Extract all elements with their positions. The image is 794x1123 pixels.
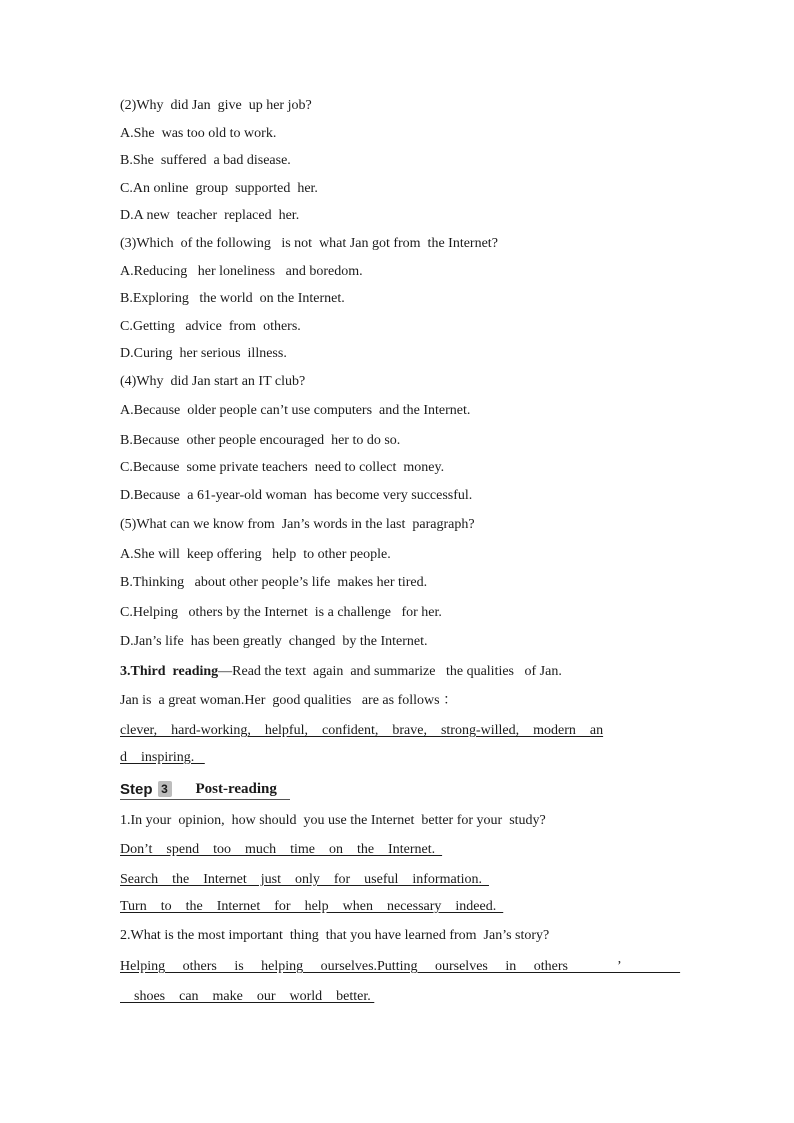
question-2-option-a: A.She was too old to work.: [120, 126, 277, 141]
post-reading-answer-2-line-1: Helping others is helping ourselves.Putting ourselves in others ’: [120, 959, 681, 974]
question-3-option-d: D.Curing her serious illness.: [120, 346, 287, 361]
post-reading-question-1: 1.In your opinion, how should you use the Internet better for your study?: [120, 813, 546, 828]
question-4-stem: (4)Why did Jan start an IT club?: [120, 374, 306, 389]
third-reading-answer-line-2: d inspiring.: [120, 750, 205, 765]
third-reading-heading: [120, 663, 562, 681]
question-4-option-c: C.Because some private teachers need to collect money.: [120, 460, 445, 475]
question-3-option-c: C.Getting advice from others.: [120, 319, 301, 334]
step-label: Step: [120, 780, 153, 798]
question-5-option-a: A.She will keep offering help to other people.: [120, 547, 391, 562]
post-reading-answer-2-line-2: shoes can make our world better.: [120, 989, 375, 1004]
question-3-option-b: B.Exploring the world on the Internet.: [120, 291, 345, 306]
question-2-option-b: B.She suffered a bad disease.: [120, 153, 291, 168]
question-5-option-b: B.Thinking about other people’s life makes her tired.: [120, 575, 428, 590]
post-reading-answer-1-line-3: Turn to the Internet for help when necessary indeed.: [120, 899, 504, 914]
post-reading-answer-1-line-1: Don’t spend too much time on the Internet.: [120, 842, 443, 857]
question-4-option-d: D.Because a 61-year-old woman has become very successful.: [120, 488, 473, 503]
question-5-stem: (5)What can we know from Jan’s words in the last paragraph?: [120, 517, 475, 532]
third-reading-title: Third reading: [130, 664, 219, 679]
third-reading-intro: Jan is a great woman.Her good qualities are as follows ：: [120, 693, 458, 708]
step-number-badge: 3: [158, 781, 172, 797]
question-5-option-d: D.Jan’s life has been greatly changed by the Internet.: [120, 634, 428, 649]
third-reading-instruction: —Read the text again and summarize the qualities of Jan.: [218, 664, 562, 679]
question-3-option-a: A.Reducing her loneliness and boredom.: [120, 264, 363, 279]
step-underline-divider: [120, 799, 290, 800]
question-3-stem: (3)Which of the following is not what Jan got from the Internet?: [120, 236, 498, 251]
step-3-header: [120, 778, 277, 800]
question-2-option-d: D.A new teacher replaced her.: [120, 208, 300, 223]
post-reading-question-2: 2.What is the most important thing that you have learned from Jan’s story?: [120, 928, 550, 943]
third-reading-answer-line-1: clever, hard-working, helpful, confident, brave, strong-willed, modern an: [120, 723, 604, 738]
question-4-option-a: A.Because older people can’t use computers and the Internet.: [120, 403, 471, 418]
step-title: Post-reading: [195, 780, 277, 797]
question-2-option-c: C.An online group supported her.: [120, 181, 318, 196]
third-reading-number: 3.: [120, 664, 131, 679]
question-5-option-c: C.Helping others by the Internet is a challenge for her.: [120, 605, 442, 620]
question-2-stem: (2)Why did Jan give up her job?: [120, 98, 312, 113]
question-4-option-b: B.Because other people encouraged her to do so.: [120, 433, 401, 448]
post-reading-answer-1-line-2: Search the Internet just only for useful information.: [120, 872, 489, 887]
